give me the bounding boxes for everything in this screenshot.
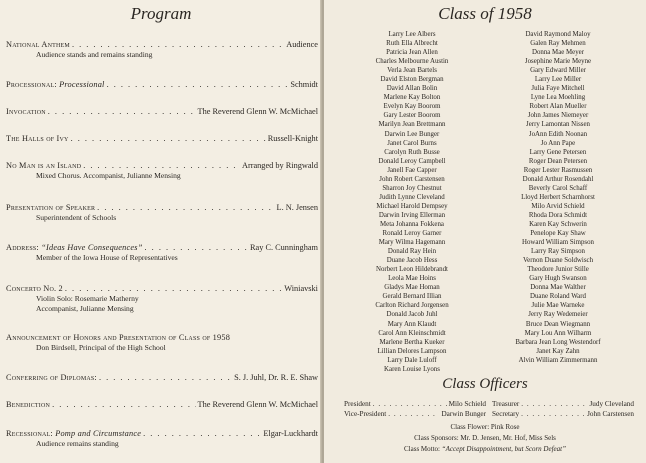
officer-row — [344, 410, 634, 419]
graduates-column-1 — [342, 30, 482, 374]
graduate-name: Roger Lester Rasmussen — [523, 166, 593, 174]
graduate-name: Jerry Ray Wedemeier — [528, 311, 588, 319]
program-item — [6, 107, 318, 117]
officer-name: Judy Cleveland — [589, 400, 634, 408]
graduate-name: Michael Harold Dempsey — [376, 202, 448, 210]
graduate-name: Darwin Lee Bunger — [384, 130, 440, 138]
graduate-name: Larry Lee Albers — [388, 31, 436, 38]
program-item-label: Processional: Processional — [6, 80, 105, 89]
program-item-note: Don Birdsell, Principal of the High School — [36, 343, 166, 352]
graduate-name: Norbert Leon Hildebrandt — [376, 266, 448, 274]
graduate-name: Gary Edward Miller — [530, 67, 586, 75]
leader-dots — [72, 40, 284, 50]
class-motto-text: “Accept Disappointment, but Scorn Defeat” — [441, 445, 566, 453]
leader-dots — [65, 284, 282, 294]
program-item-performer: Arranged by Ringwald — [241, 161, 318, 170]
graduate-name: Josephine Marie Meyne — [524, 58, 592, 66]
graduate-name: Alvin William Zimmermann — [518, 356, 598, 364]
officer-row — [344, 400, 634, 409]
officer-name: Milo Schield — [448, 400, 486, 408]
graduate-name: David Allan Bolin — [386, 85, 438, 93]
graduate-name: Marlene Kay Bolton — [383, 94, 441, 102]
program-item-note: Superintendent of Schools — [36, 213, 117, 222]
graduate-name: Penelope Kay Shaw — [530, 230, 586, 238]
program-row — [6, 40, 318, 50]
graduate-name: David Elston Bergman — [380, 76, 444, 84]
program-item-note: Audience remains standing — [36, 439, 119, 448]
leader-dots — [388, 410, 439, 419]
officer-name: Darwin Bunger — [441, 410, 486, 418]
graduate-name: Ruth Ella Albrecht — [386, 40, 438, 48]
program-row — [6, 400, 318, 410]
graduate-name: Galen Ray Mehmen — [530, 40, 586, 48]
graduate-name: Lillian Delores Lampson — [377, 347, 447, 355]
graduate-name: John James Niemeyer — [527, 112, 589, 120]
program-item-performer: Audience — [286, 40, 318, 49]
program-row — [6, 373, 318, 383]
program-item-label: Concerto No. 2 — [6, 284, 63, 293]
leader-dots — [97, 203, 274, 213]
program-item-label: Invocation — [6, 107, 46, 116]
program-row — [6, 80, 318, 90]
graduate-name: Janet Kay Zahn — [536, 347, 580, 355]
program-item-label: Announcement of Honors and Presentation of Class of 1958 — [6, 333, 231, 342]
leader-dots — [83, 161, 240, 171]
class-flower: Class Flower: Pink Rose — [450, 423, 520, 431]
graduate-name: Karen Louise Lyons — [384, 365, 440, 373]
program-row — [6, 134, 318, 144]
graduate-name: Theodore Junior Stille — [527, 266, 589, 274]
graduate-name: Donald Ray Hein — [387, 248, 437, 256]
program-item-label: Presentation of Speaker — [6, 203, 96, 212]
program-item-performer: Winiavski — [284, 284, 318, 293]
graduate-name: Donna Mae Walther — [530, 284, 586, 292]
graduate-name: Larry Dale Luloff — [387, 356, 437, 364]
program-item-label: Recessional: Pomp and Circumstance — [6, 429, 142, 438]
leader-dots — [107, 80, 289, 90]
program-item-label: Conferring of Diplomas: — [6, 373, 97, 382]
program-row — [6, 107, 318, 117]
officer-entry — [492, 400, 634, 409]
graduate-name: Jo Ann Pape — [540, 139, 576, 147]
leader-dots — [143, 429, 261, 439]
program-item — [6, 203, 318, 223]
graduate-name: Gerald Bernard Illian — [382, 293, 442, 301]
program-item-performer: S. J. Juhl, Dr. R. E. Shaw — [234, 373, 318, 382]
graduate-name: Donald Leroy Campbell — [378, 157, 446, 165]
graduate-name: Duane Jacob Hess — [386, 257, 438, 265]
program-item-note: Audience stands and remains standing — [36, 50, 153, 59]
officer-entry — [492, 410, 634, 419]
leader-dots — [521, 410, 585, 419]
graduate-name: Jerry Lamontan Nissen — [526, 121, 590, 129]
leader-dots — [145, 243, 248, 253]
graduate-name: Donna Mae Meyer — [531, 49, 585, 57]
class-page — [324, 0, 646, 463]
graduate-name: Robert Alan Mueller — [529, 103, 587, 111]
graduate-name: Lyne Lea Moehling — [530, 94, 586, 102]
graduate-name: Janell Fae Capper — [387, 166, 437, 174]
class-motto-label: Class Motto: — [404, 445, 442, 453]
program-item-note: Accompanist, Julianne Mensing — [36, 304, 134, 313]
program-item — [6, 429, 318, 449]
graduate-name: Marilyn Jean Brettmann — [378, 121, 446, 129]
program-item-title: Processional — [59, 80, 105, 89]
graduate-name: Judith Lynne Cleveland — [379, 193, 445, 201]
graduate-name: Vernon Duane Soldwisch — [522, 257, 594, 265]
program-item-performer: L. N. Jensen — [276, 203, 318, 212]
program-page — [0, 0, 322, 463]
program-item — [6, 243, 318, 263]
program-item-label: The Halls of Ivy — [6, 134, 69, 143]
graduate-name: Carlton Richard Jorgensen — [375, 302, 449, 310]
program-item — [6, 284, 318, 314]
graduate-name: Donald Jacob Juhl — [386, 311, 438, 319]
program-row — [6, 203, 318, 213]
graduate-name: Roger Dean Petersen — [528, 157, 588, 165]
graduate-name: John Robert Carstensen — [379, 175, 445, 183]
program-item-label: Address: “Ideas Have Consequences” — [6, 243, 143, 252]
graduate-name: Rhoda Dora Schmidt — [528, 211, 588, 219]
graduate-name: David Raymond Maloy — [525, 31, 591, 38]
program-item-performer: The Reverend Glenn W. McMichael — [197, 400, 318, 409]
graduate-name: Mary Wilma Hagemann — [378, 239, 446, 247]
class-sponsors: Class Sponsors: Mr. D. Jensen, Mr. Hof, Miss Sels — [414, 434, 556, 442]
graduate-name: Howard William Simpson — [522, 239, 594, 247]
graduate-name: Mary Lou Ann Wilharm — [524, 329, 592, 337]
program-item-label: Benediction — [6, 400, 51, 409]
program-item-label: National Anthem — [6, 40, 70, 49]
graduate-name: Carol Ann Kleinschmidt — [378, 329, 446, 337]
program-item-performer: The Reverend Glenn W. McMichael — [197, 107, 318, 116]
officer-role: Vice-President — [344, 410, 387, 418]
officer-role: President — [344, 400, 371, 408]
program-item — [6, 333, 318, 353]
leader-dots — [521, 400, 587, 409]
program-item — [6, 134, 318, 144]
program-row — [6, 429, 318, 439]
class-title: Class of 1958 — [438, 4, 532, 23]
graduate-name: Lloyd Herbert Scharnhorst — [521, 193, 595, 201]
graduate-name: Barbara Jean Long Westendorf — [515, 338, 601, 346]
graduate-name: Sharron Joy Chestnut — [382, 184, 442, 192]
program-item-performer: Elgar-Luckhardt — [263, 429, 318, 438]
graduate-name: Patricia Jean Allen — [386, 49, 438, 57]
leader-dots — [71, 134, 266, 144]
graduate-name: Gary Hugh Swanson — [529, 275, 587, 283]
officer-name: John Carstensen — [587, 410, 634, 418]
graduate-name: Julie Mae Warneke — [531, 302, 585, 310]
leader-dots — [99, 373, 232, 383]
program-item-title: “Ideas Have Consequences” — [41, 243, 143, 252]
graduate-name: Verla Jean Bartels — [387, 67, 437, 75]
officer-entry — [344, 400, 486, 409]
graduate-name: Bruce Dean Wiegmann — [525, 320, 591, 328]
graduate-name: Meta Johanna Fokkena — [380, 220, 444, 228]
program-row — [6, 243, 318, 253]
graduate-name: Gary Lester Boorom — [383, 112, 441, 120]
officer-entry — [344, 410, 486, 419]
graduate-name: Marlene Bertha Kueker — [379, 338, 445, 346]
program-item-note: Member of the Iowa House of Representatives — [36, 253, 178, 262]
program-item-performer: Ray C. Cunningham — [250, 243, 318, 252]
program-item — [6, 400, 318, 410]
graduate-name: Larry Lee Miller — [534, 76, 582, 84]
graduates-column-2 — [488, 30, 628, 365]
graduate-name: Charles Melbourne Austin — [375, 58, 449, 66]
graduate-name: Leola Mae Hoins — [388, 275, 436, 283]
program-item-note: Mixed Chorus. Accompanist, Julianne Mensing — [36, 171, 181, 180]
graduate-name: Darwin Irving Ellerman — [378, 211, 446, 219]
program-item-label: No Man is an Island — [6, 161, 82, 170]
leader-dots — [373, 400, 447, 409]
graduate-name: Larry Gene Petersen — [529, 148, 587, 156]
leader-dots — [48, 107, 196, 117]
officers-title: Class Officers — [442, 376, 528, 392]
graduate-name: Carolyn Ruth Busse — [384, 148, 440, 156]
program-item — [6, 161, 318, 181]
graduate-name: Milo Arvid Schield — [531, 202, 585, 210]
program-title: Program — [130, 4, 192, 23]
graduate-name: Ronald Leroy Garner — [382, 230, 442, 238]
officer-role: Secretary — [492, 410, 520, 418]
class-motto — [324, 445, 646, 454]
graduate-name: Duane Roland Ward — [530, 293, 586, 301]
graduate-name: Donald Arthur Rosendahl — [522, 175, 594, 183]
program-item — [6, 373, 318, 383]
program-row — [6, 161, 318, 171]
officer-role: Treasurer — [492, 400, 520, 408]
graduate-name: Gladys Mae Homan — [384, 284, 440, 292]
graduate-name: Mary Ann Klaudt — [387, 320, 437, 328]
program-item-title: Pomp and Circumstance — [55, 429, 142, 438]
program-item-performer: Russell-Knight — [267, 134, 318, 143]
graduate-name: Beverly Carol Schaff — [528, 184, 588, 192]
graduate-name: Larry Ray Simpson — [531, 248, 585, 256]
program-item — [6, 40, 318, 60]
program-item — [6, 80, 318, 90]
graduate-name: Karen Kay Schwerin — [529, 220, 587, 228]
graduate-name: Evelyn Kay Boorom — [383, 103, 441, 111]
program-row — [6, 333, 318, 343]
leader-dots — [52, 400, 195, 410]
graduate-name: JoAnn Edith Noonan — [528, 130, 588, 138]
program-item-note: Violin Solo: Rosemarie Matherny — [36, 294, 139, 303]
program-row — [6, 284, 318, 294]
graduate-name: Janet Carol Burns — [387, 139, 437, 147]
program-item-performer: Schmidt — [290, 80, 318, 89]
graduate-name: Julia Faye Mitchell — [531, 85, 585, 93]
